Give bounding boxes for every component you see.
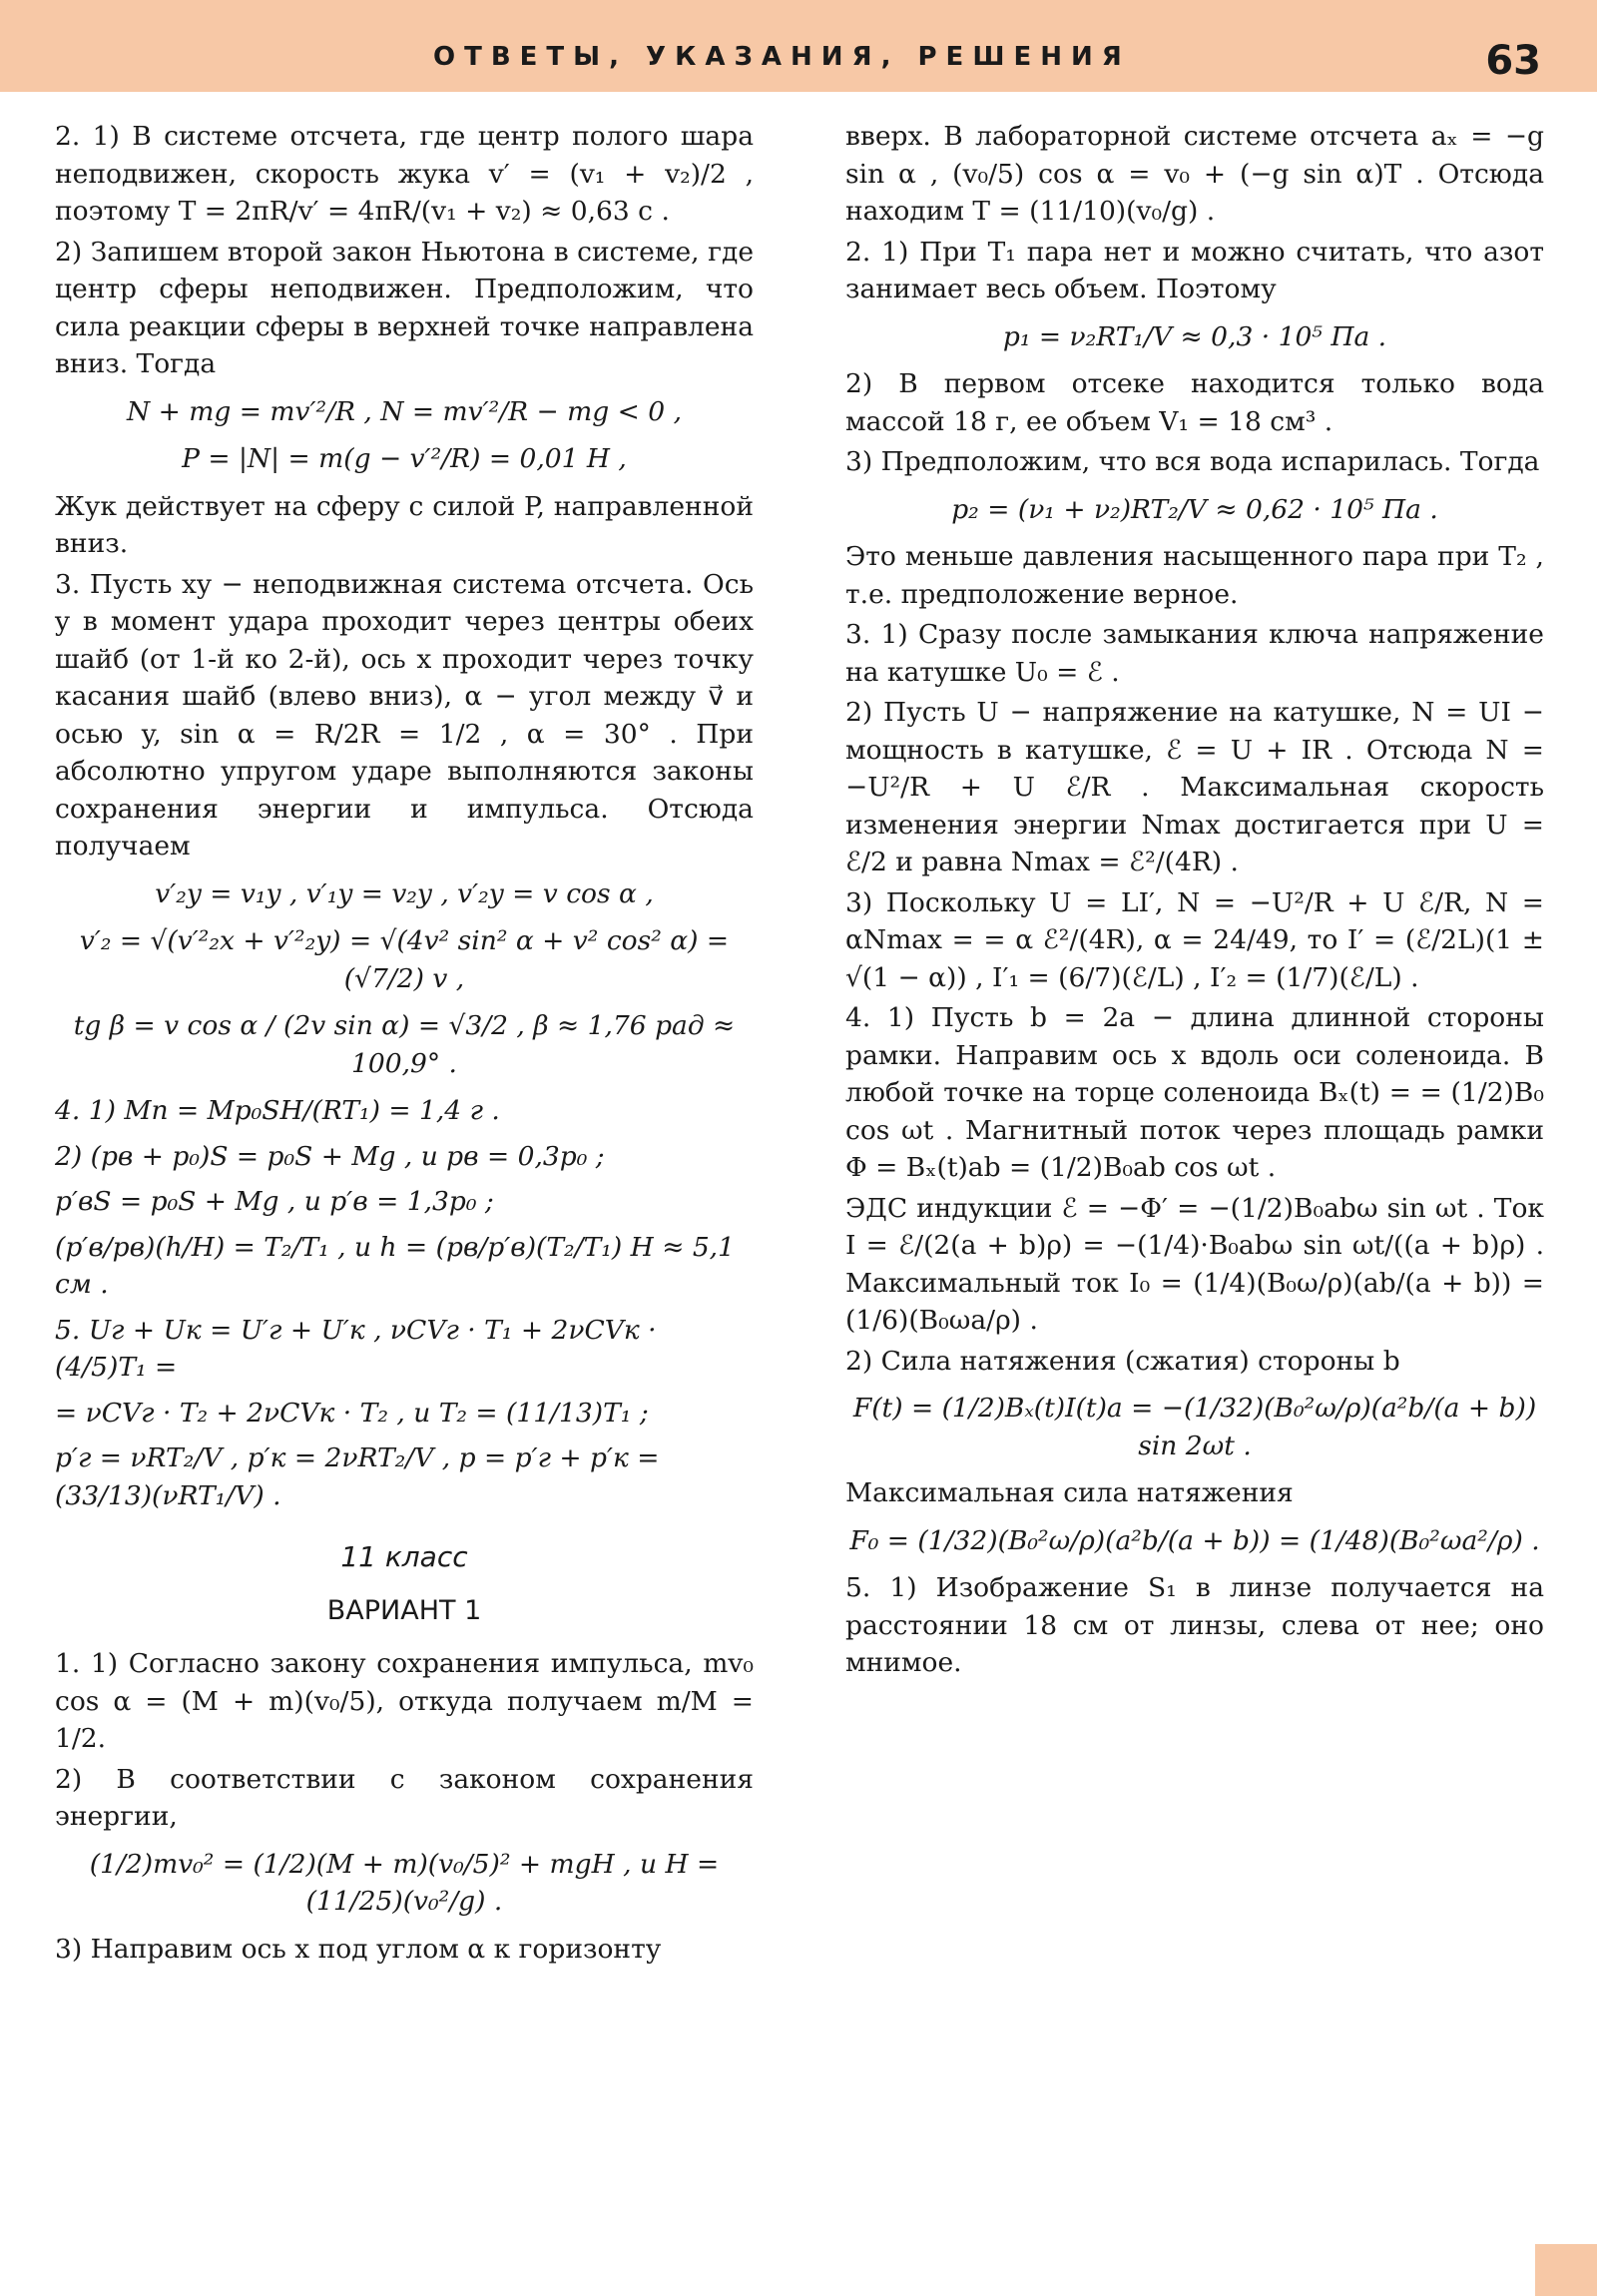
- variant-heading: ВАРИАНТ 1: [326, 1594, 482, 1626]
- paragraph: Это меньше давления насыщенного пара при T₂ , т.е. предположение верное.: [845, 541, 1544, 610]
- paragraph: 5. 1) Изображение S₁ в линзе получается на расстоянии 18 см от линзы, слева от нее; оно мнимое.: [845, 1572, 1544, 1678]
- formula: v′₂y = v₁y , v′₁y = v₂y , v′₂y = v cos α ,: [155, 877, 654, 909]
- formula: N + mg = mv′²/R , N = mv′²/R − mg < 0 ,: [126, 395, 683, 427]
- paragraph: 4. 1) Пусть b = 2a − длина длинной стороны рамки. Направим ось x вдоль оси соленоида. В любой точке на торце соленоида Bₓ(t) = = (1/2)B₀ cos ωt . Магнитный поток через площадь рамки Φ = Bₓ(t)ab = (1/2)B₀ab cos ωt .: [845, 1002, 1544, 1183]
- paragraph: Максимальная сила натяжения: [845, 1477, 1294, 1508]
- formula: v′₂ = √(v′²₂x + v′²₂y) = √(4v² sin² α + v² cos² α) = (√7/2) v ,: [79, 925, 730, 994]
- paragraph: 2. 1) В системе отсчета, где центр полого шара неподвижен, скорость жука v′ = (v₁ + v₂)/2 , поэтому T = 2πR/v′ = 4πR/(v₁ + v₂) ≈ 0,63 с .: [55, 121, 754, 227]
- paragraph: 2) Сила натяжения (сжатия) стороны b: [845, 1345, 1400, 1377]
- formula: 5. Uг + Uк = U′г + U′к , νCVг · T₁ + 2νCVк · (4/5)T₁ =: [55, 1314, 657, 1383]
- paragraph: 2) Запишем второй закон Ньютона в системе, где центр сферы неподвижен. Предположим, что сила реакции сферы в верхней точке направлена вниз. Тогда: [55, 236, 754, 379]
- paragraph: 2) Пусть U − напряжение на катушке, N = UI − мощность в катушке, ℰ = U + IR . Отсюда N = −U²/R + U ℰ/R . Максимальная скорость изменения энергии Nmax достигается при U = ℰ/2 и равна Nmax = ℰ²/(4R) .: [845, 697, 1544, 877]
- formula: tg β = v cos α / (2v sin α) = √3/2 , β ≈ 1,76 рад ≈ 100,9° .: [73, 1010, 736, 1079]
- formula: F₀ = (1/32)(B₀²ω/ρ)(a²b/(a + b)) = (1/48)(B₀²ωa²/ρ) .: [849, 1524, 1540, 1556]
- paragraph: 3) Направим ось x под углом α к горизонту: [55, 1933, 662, 1965]
- paragraph: 1. 1) Согласно закону сохранения импульса, mv₀ cos α = (M + m)(v₀/5), откуда получаем m/M = 1/2.: [55, 1648, 754, 1754]
- paragraph: 2. 1) При T₁ пара нет и можно считать, что азот занимает весь объем. Поэтому: [845, 236, 1544, 304]
- running-title: ОТВЕТЫ, УКАЗАНИЯ, РЕШЕНИЯ: [433, 42, 1131, 72]
- paragraph: Жук действует на сферу с силой P, направленной вниз.: [55, 490, 754, 559]
- formula: P = |N| = m(g − v′²/R) = 0,01 Н ,: [182, 443, 627, 474]
- formula: p′вS = p₀S + Mg , и p′в = 1,3p₀ ;: [55, 1186, 494, 1217]
- paragraph: 2) В соответствии с законом сохранения энергии,: [55, 1763, 754, 1832]
- paragraph: ЭДС индукции ℰ = −Φ′ = −(1/2)B₀abω sin ωt . Ток I = ℰ/(2(a + b)ρ) = −(1/4)·B₀abω sin ωt/((a + b)ρ) . Максимальный ток I₀ = (1/4)(B₀ω/ρ)(ab/(a + b)) = (1/6)(B₀ωa/ρ) .: [845, 1192, 1544, 1336]
- formula: 4. 1) Mп = Mp₀SH/(RT₁) = 1,4 г .: [55, 1095, 500, 1126]
- paragraph: вверх. В лабораторной системе отсчета aₓ = −g sin α , (v₀/5) cos α = v₀ + (−g sin α)T . Отсюда находим T = (11/10)(v₀/g) .: [845, 121, 1544, 227]
- paragraph: 3) Поскольку U = LI′, N = −U²/R + U ℰ/R, N = αNmax = = α ℰ²/(4R), α = 24/49, то I′ = (ℰ/2L)(1 ± √(1 − α)) , I′₁ = (6/7)(ℰ/L) , I′₂ = (1/7)(ℰ/L) .: [845, 886, 1544, 993]
- page-number: 63: [1485, 38, 1541, 84]
- formula: p₂ = (ν₁ + ν₂)RT₂/V ≈ 0,62 · 10⁵ Па .: [951, 493, 1438, 525]
- paragraph: 3) Предположим, что вся вода испарилась. Тогда: [845, 446, 1540, 477]
- right-column: [845, 118, 1544, 1685]
- left-column: [55, 118, 754, 1971]
- formula: 2) (pв + p₀)S = p₀S + Mg , и pв = 0,3p₀ ;: [55, 1140, 605, 1172]
- formula: (1/2)mv₀² = (1/2)(M + m)(v₀/5)² + mgH , и H = (11/25)(v₀²/g) .: [89, 1848, 720, 1917]
- corner-tab: [1535, 2244, 1597, 2296]
- paragraph: 2) В первом отсеке находится только вода массой 18 г, ее объем V₁ = 18 см³ .: [845, 368, 1544, 437]
- paragraph: 3. 1) Сразу после замыкания ключа напряжение на катушке U₀ = ℰ .: [845, 619, 1544, 688]
- formula: p′г = νRT₂/V , p′к = 2νRT₂/V , p = p′г + p′к = (33/13)(νRT₁/V) .: [55, 1442, 660, 1511]
- class-heading: 11 класс: [340, 1540, 468, 1573]
- formula: p₁ = ν₂RT₁/V ≈ 0,3 · 10⁵ Па .: [1002, 320, 1387, 352]
- formula: = νCVг · T₂ + 2νCVк · T₂ , и T₂ = (11/13)T₁ ;: [55, 1397, 649, 1429]
- formula: (p′в/pв)(h/H) = T₂/T₁ , и h = (pв/p′в)(T₂/T₁) H ≈ 5,1 см .: [55, 1231, 735, 1300]
- formula: F(t) = (1/2)Bₓ(t)I(t)a = −(1/32)(B₀²ω/ρ)(a²b/(a + b)) sin 2ωt .: [852, 1393, 1537, 1461]
- paragraph: 3. Пусть xy − неподвижная система отсчета. Ось y в момент удара проходит через центры обеих шайб (от 1-й ко 2-й), ось x проходит через точку касания шайб (влево вниз), α − угол между v⃗ и осью y, sin α = R/2R = 1/2 , α = 30° . При абсолютно упругом ударе выполняются законы сохранения энергии и импульса. Отсюда получаем: [55, 568, 754, 861]
